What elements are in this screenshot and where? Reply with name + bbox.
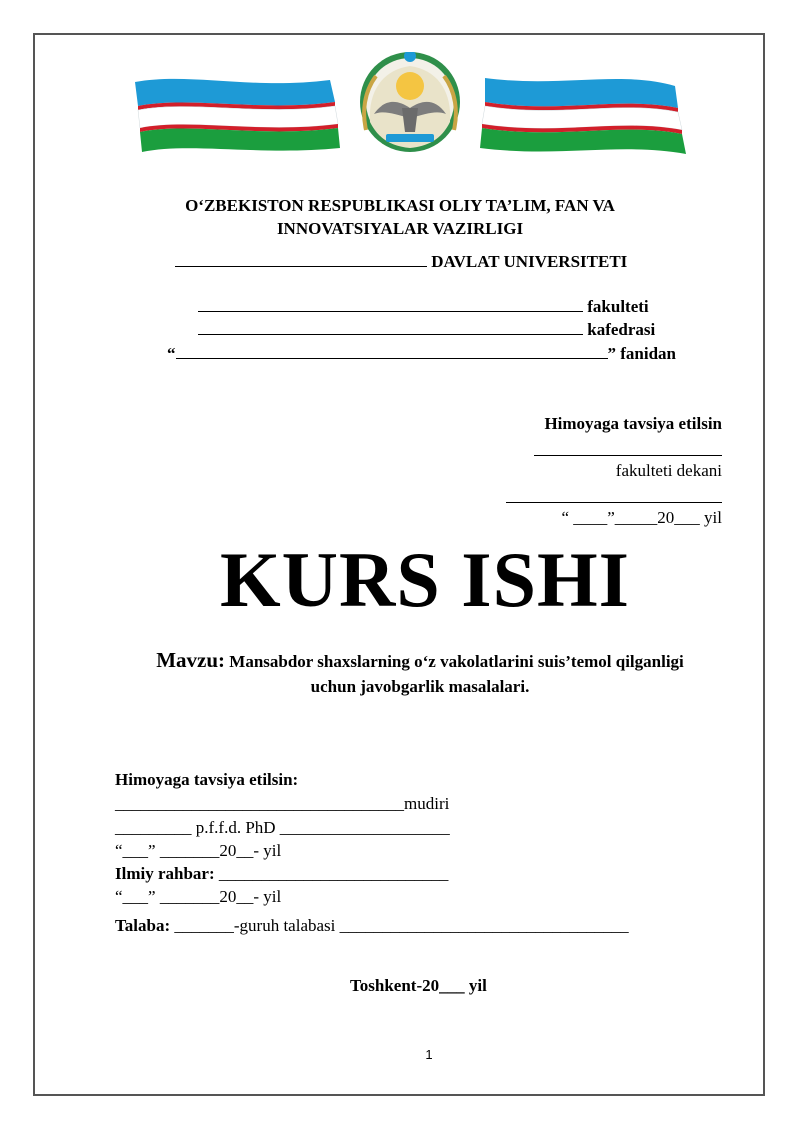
city-year: Toshkent-20___ yil	[350, 976, 487, 995]
ministry-line-1: O‘ZBEKISTON RESPUBLIKASI OLIY TA’LIM, FAN VA	[185, 196, 615, 215]
dean-name-blank[interactable]	[506, 502, 722, 503]
page-number: 1	[425, 1047, 433, 1062]
faculty-label: fakulteti	[583, 297, 649, 316]
student-label: Talaba:	[115, 916, 171, 935]
approval-top-title: Himoyaga tavsiya etilsin	[544, 414, 722, 433]
dean-date-line: “ ____”_____20___ yil	[561, 508, 722, 527]
topic-line-2: uchun javobgarlik masalalari.	[310, 677, 530, 696]
dean-label: fakulteti dekani	[615, 461, 722, 480]
topic-line-1: Mansabdor shaxslarning o‘z vakolatlarini suis’temol qilganligi	[225, 652, 684, 671]
ministry-line-2: INNOVATSIYALAR VAZIRLIGI	[276, 219, 524, 238]
state-emblem-icon	[130, 52, 690, 160]
university-label: DAVLAT UNIVERSITETI	[427, 252, 628, 271]
ministry-heading	[100, 194, 700, 240]
student-details[interactable]: _______-guruh talabasi __________________________________	[170, 916, 629, 935]
university-blank[interactable]	[175, 265, 427, 267]
topic-label: Mavzu:	[156, 648, 226, 672]
student-line	[115, 916, 629, 936]
dean-signature-blank[interactable]	[534, 455, 722, 456]
topic-block	[100, 648, 740, 699]
supervisor-label: Ilmiy rahbar:	[115, 864, 215, 883]
subject-blank[interactable]	[176, 357, 608, 359]
department-head-line: __________________________________mudiri	[115, 794, 450, 813]
subject-open-quote: “	[167, 344, 176, 363]
faculty-line	[198, 297, 649, 317]
approval-date-1: “___” _______20__- yil	[115, 841, 282, 860]
university-line	[175, 252, 627, 272]
department-line	[198, 320, 655, 340]
subject-label: ” fanidan	[607, 344, 676, 363]
degree-line: _________ p.f.f.d. PhD ____________________	[115, 818, 450, 837]
subject-line	[167, 344, 676, 364]
department-label: kafedrasi	[583, 320, 656, 339]
approval-date-2: “___” _______20__- yil	[115, 887, 282, 906]
supervisor-line	[115, 864, 448, 884]
faculty-blank[interactable]	[198, 310, 583, 312]
department-blank[interactable]	[198, 333, 583, 335]
document-title: KURS ISHI	[220, 536, 630, 623]
approval-bottom-title: Himoyaga tavsiya etilsin:	[115, 770, 299, 789]
supervisor-blank[interactable]: ___________________________	[214, 864, 449, 883]
